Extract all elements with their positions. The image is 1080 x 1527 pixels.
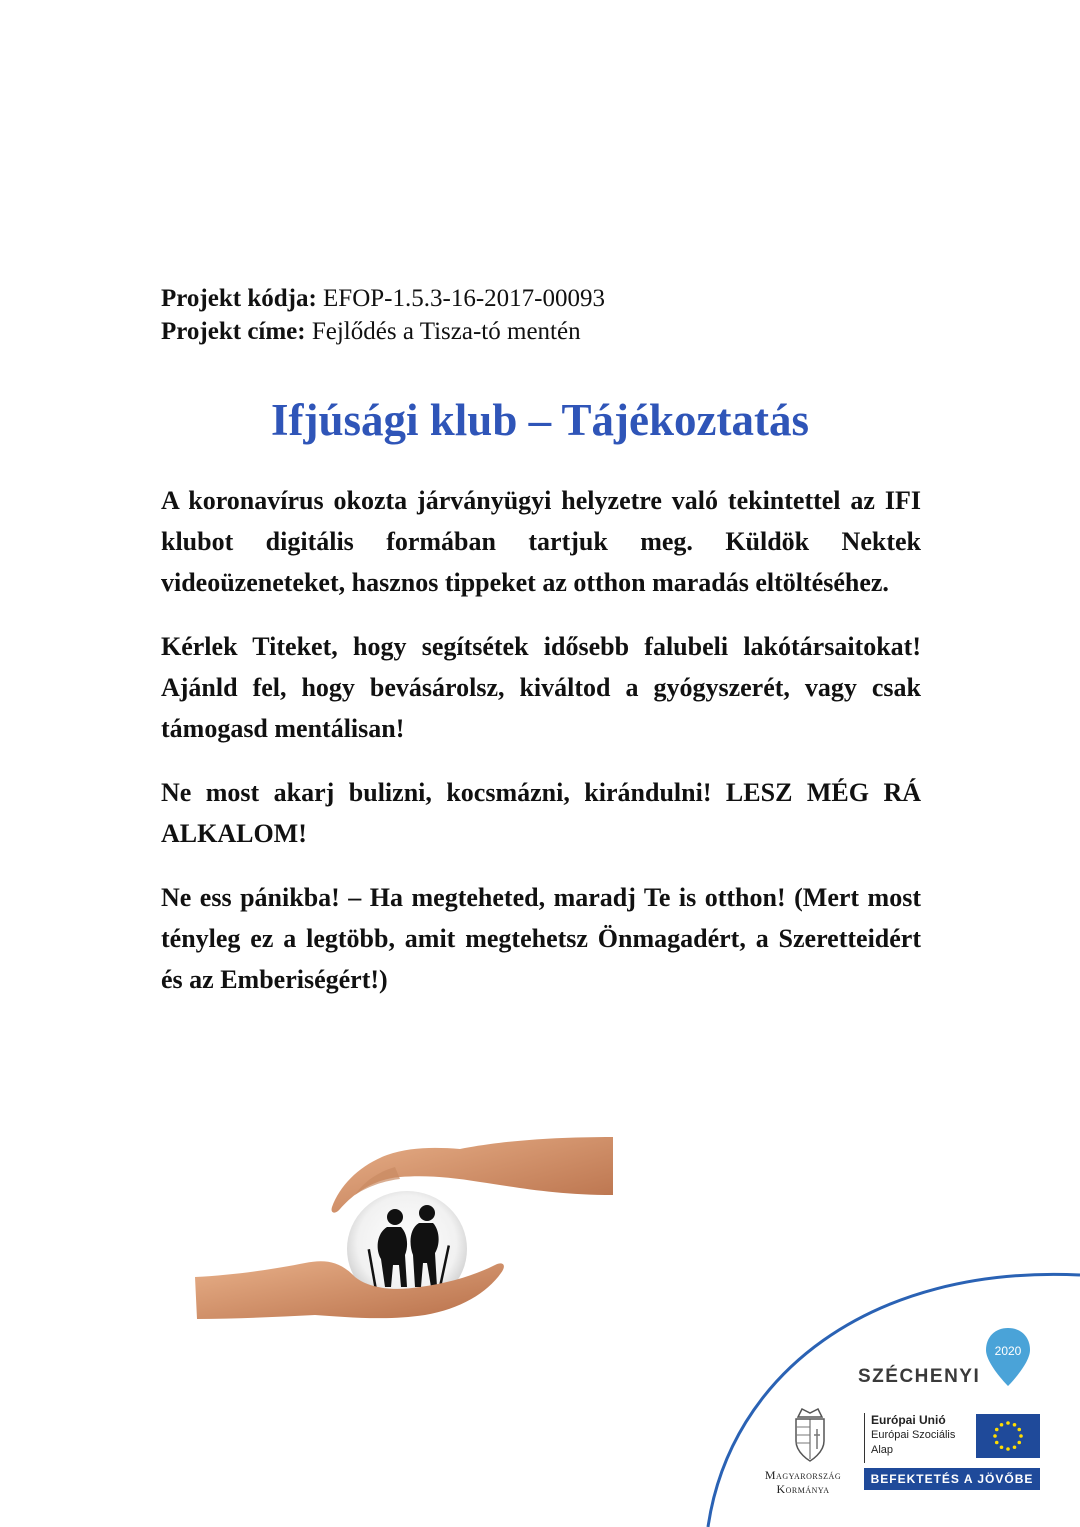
page-title: Ifjúsági klub – Tájékoztatás <box>270 395 809 445</box>
gov-line-1: Magyarország <box>764 1468 842 1482</box>
eu-star <box>1013 1423 1017 1427</box>
paragraph-1: A koronavírus okozta járványügyi helyzetre való tekintettel az IFI klubot digitális formában tartjuk meg. Küldök Nektek videoüzeneteket, hasznos tippeket az otthon maradás eltöltéséhez. <box>161 486 921 597</box>
eu-star <box>1017 1428 1021 1432</box>
eu-line-2: Európai Szociális <box>871 1429 956 1441</box>
eu-star <box>1006 1421 1010 1425</box>
szechenyi-year: 2020 <box>994 1344 1022 1358</box>
eu-star <box>993 1434 997 1438</box>
eu-flag-icon <box>976 1414 1040 1458</box>
project-code-value: EFOP-1.5.3-16-2017-00093 <box>323 285 605 312</box>
protecting-hands-illustration <box>195 1137 615 1319</box>
government-logo-text <box>748 1468 858 1496</box>
gov-line-2: Kormánya <box>776 1482 830 1496</box>
project-info <box>161 282 605 348</box>
eu-logo-text <box>864 1413 955 1463</box>
project-title-value: Fejlődés a Tisza-tó mentén <box>311 318 581 345</box>
eu-star <box>1019 1434 1023 1438</box>
paragraph-2: Kérlek Titeket, hogy segítsétek idősebb falubeli lakótársaitokat! Ajánld fel, hogy bevásárolsz, kiváltod a gyógyszerét, vagy csak támogasd mentálisan! <box>161 632 921 743</box>
project-title-row <box>161 315 605 348</box>
eu-star <box>1006 1447 1010 1451</box>
eu-star <box>1017 1441 1021 1445</box>
eu-line-3: Alap <box>871 1444 894 1456</box>
eu-star <box>1013 1445 1017 1449</box>
szechenyi-logo-text: SZÉCHENYI <box>858 1366 981 1387</box>
project-code-label: Projekt kódja: <box>161 285 317 312</box>
project-title-label: Projekt címe: <box>161 318 306 345</box>
hungarian-coat-of-arms-icon <box>790 1405 830 1465</box>
eu-star <box>1000 1445 1004 1449</box>
eu-line-1: Európai Unió <box>871 1413 946 1427</box>
eu-star <box>995 1441 999 1445</box>
szechenyi-pin-icon <box>983 1326 1033 1388</box>
paragraph-3: Ne most akarj bulizni, kocsmázni, kirándulni! LESZ MÉG RÁ ALKALOM! <box>161 778 921 848</box>
project-code-row <box>161 282 605 315</box>
eu-star <box>1000 1423 1004 1427</box>
document-body <box>161 480 921 1023</box>
eu-star <box>995 1428 999 1432</box>
invest-banner: BEFEKTETÉS A JÖVŐBE <box>864 1468 1040 1490</box>
paragraph-4: Ne ess pánikba! – Ha megteheted, maradj Te is otthon! (Mert most tényleg ez a legtöbb, amit megtehetsz Önmagadért, a Szeretteidért és az Emberiségért!) <box>161 883 921 994</box>
